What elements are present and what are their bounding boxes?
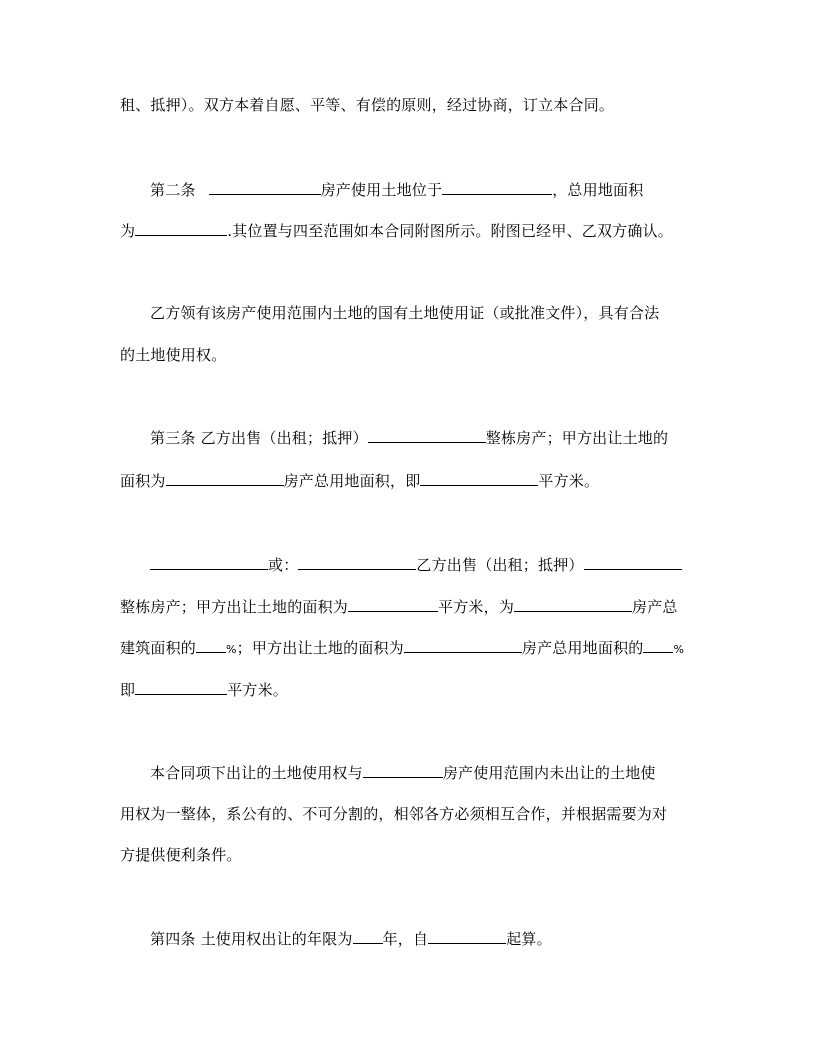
percent-sign: % (226, 643, 237, 656)
text: 平方米，为 (438, 598, 515, 616)
text: 面积为 (120, 472, 166, 490)
blank-field[interactable] (368, 427, 486, 443)
blank-field[interactable] (348, 596, 438, 612)
blank-field[interactable] (166, 470, 284, 486)
article-2-line-2 (120, 220, 673, 241)
text: 乙方领有该房产使用范围内土地的国有土地使用证（或批准文件），具有合法 (150, 304, 660, 322)
text: .其位置与四至范围如本合同附图所示。附图已经甲、乙双方确认。 (227, 222, 673, 240)
article-label: 第二条 (150, 181, 196, 199)
text: 整栋房产；甲方出让土地的 (485, 429, 669, 447)
alt-clause-line-4 (120, 679, 288, 700)
blank-field[interactable] (209, 179, 321, 195)
text: 或： (268, 556, 299, 574)
text: 房产总用地面积，即 (283, 472, 421, 490)
text: ；甲方出让土地的面积为 (236, 639, 404, 657)
blank-field[interactable] (442, 179, 552, 195)
article-3-line-2 (120, 470, 599, 491)
blank-field[interactable] (420, 470, 538, 486)
blank-field[interactable] (584, 554, 682, 570)
paragraph-line (120, 95, 614, 115)
text: ，总用地面积 (552, 181, 644, 199)
text: 的土地使用权。 (120, 346, 227, 364)
blank-field[interactable] (404, 637, 522, 653)
blank-field[interactable] (363, 762, 443, 778)
alt-clause-line-1 (150, 554, 682, 575)
text: 方提供便利条件。 (120, 846, 242, 864)
text: 房产总 (632, 598, 678, 616)
paragraph-line (120, 345, 226, 365)
blank-field[interactable] (353, 928, 383, 944)
paragraph-line (150, 303, 659, 323)
blank-field[interactable] (150, 554, 268, 570)
article-4-line-1 (150, 928, 552, 949)
blank-field[interactable] (298, 554, 416, 570)
text: 租、抵押）。双方本着自愿、平等、有偿的原则，经过协商，订立本合同。 (120, 96, 615, 114)
paragraph-line (120, 845, 242, 865)
paragraph-line (150, 762, 656, 783)
text: 房产使用土地位于 (320, 181, 443, 199)
text: 乙方出售（出租；抵押） (416, 556, 584, 574)
alt-clause-line-2 (120, 596, 678, 617)
blank-field[interactable] (196, 637, 226, 653)
text: 为 (120, 222, 136, 240)
paragraph-line (120, 804, 667, 824)
text: 即 (120, 681, 136, 699)
text: 房产使用范围内未出让的土地使 (442, 764, 656, 782)
text: 第四条 土使用权出让的年限为 (150, 930, 353, 948)
text: 用权为一整体，系公有的、不可分割的，相邻各方必须相互合作，并根据需要为对 (120, 805, 668, 823)
article-2-line-1 (150, 179, 643, 200)
text: 房产总用地面积的 (521, 639, 644, 657)
percent-sign: % (673, 643, 685, 656)
text: 整栋房产；甲方出让土地的面积为 (120, 598, 349, 616)
blank-field[interactable] (428, 928, 506, 944)
text: 年，自 (382, 930, 429, 948)
blank-field[interactable] (135, 679, 227, 695)
blank-field[interactable] (135, 220, 227, 236)
blank-field[interactable] (643, 637, 673, 653)
text: 平方米。 (227, 681, 289, 699)
text: 建筑面积的 (120, 639, 197, 657)
article-3-line-1 (150, 427, 668, 448)
alt-clause-line-3 (120, 637, 684, 660)
text: 起算。 (506, 930, 552, 948)
text: 本合同项下出让的土地使用权与 (150, 764, 363, 782)
text: 第三条 乙方出售（出租；抵押） (150, 429, 368, 447)
text: 平方米。 (538, 472, 600, 490)
blank-field[interactable] (514, 596, 632, 612)
